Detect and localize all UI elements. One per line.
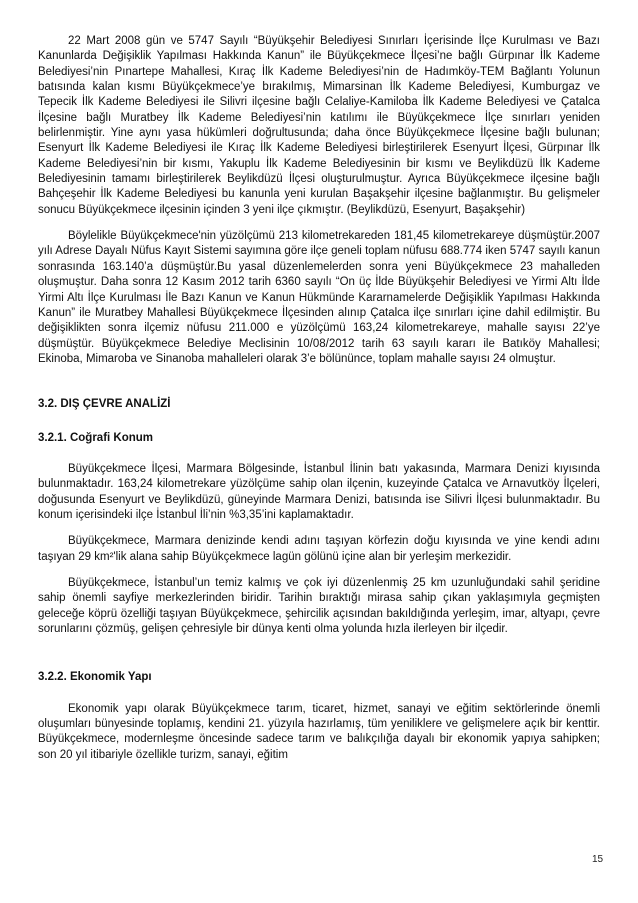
paragraph-lagoon: Büyükçekmece, Marmara denizinde kendi adını taşıyan körfezin doğu kıyısında ve yine kendi adını taşıyan 29 km²'lik alana sahip Büyükçekmece lagün gölünü içine alan bir yerleşim merkezidir. — [38, 535, 600, 563]
paragraph-law-history: 22 Mart 2008 gün ve 5747 Sayılı “Büyükşehir Belediyesi Sınırları İçerisinde İlçe Kurulması ve Bazı Kanunlarda Değişiklik Yapılması Hakkında Kanun” ile Büyükçekmece İlçesi’ne bağlı Gürpınar İlk Kademe Belediyesi’nin Pınartepe Mahallesi, Kıraç İlk Kademe Belediyesi’nin de Hadımköy-TEM Bağlantı Yolunun batısında kalan kısmı Büyükçekmece’ye bırakılmış, Mimarsinan İlk Kademe Belediyesi, Kumburgaz ve Tepecik İlk Kademe Belediyesi ile Silivri ilçesine bağlı Celaliye-Kamiloba İlk Kademe Belediyesi ve Çatalca İlçesine bağlı Muratbey İlk Kademe Belediyesi’nin katılımı ile Büyükçekmece İlçe sınırları yeniden belirlenmiştir. Yine aynı yasa hükümleri doğrultusunda; daha önce Büyükçekmece İlçesine bağlı bulunan; Esenyurt İlk Kademe Belediyesi ile Kıraç İlk Kademe Belediyesi birleştirilerek Esenyurt İlçesi, Gürpınar İlk Kademe Belediyesi’nin bir kısmı, Yakuplu İlk Kademe Belediyesinin bir kısmı ve Beylikdüzü İlk Kademe Belediyesinin tamamı birleştirilerek Beylikdüzü İlçesi oluşturulmuştur. Ayrıca Büyükçekmece ilçesine bağlı Bahçeşehir İlk Kademe Belediyesi bu kanunla yeni kurulan Başakşehir ilçesine bağlanmıştır. Bu gelişmeler sonucu Büyükçekmece ilçesinin içinden 3 yeni ilçe çıkmıştır. (Beylikdüzü, Esenyurt, Başakşehir) — [38, 35, 600, 216]
paragraph-location: Büyükçekmece İlçesi, Marmara Bölgesinde, İstanbul İlinin batı yakasında, Marmara Denizi kıyısında bulunmaktadır. 163,24 kilometrekare yüzölçüme sahip olan ilçenin, kuzeyinde Çatalca ve Arnavutköy İlçeleri, doğusunda Esenyurt ve Beylikdüzü, güneyinde Marmara Denizi, batısında ise Silivri İlçesi bulunmaktadır. Bu konum içerisindeki ilçe İstanbul İli’nin %3,35’ini kaplamaktadır. — [38, 462, 600, 521]
paragraph-area-population: Böylelikle Büyükçekmece'nin yüzölçümü 213 kilometrekareden 181,45 kilometrekareye düşmüştür.2007 yılı Adrese Dayalı Nüfus Kayıt Sistemi sayımına göre ilçe geneli toplam nüfusu 688.774 iken 5747 sayılı kanun sonrasında 163.140’a düşmüştür.Bu yasal düzenlemelerden sonra yeni Büyükçekmece 23 mahalleden oluşmuştur. Daha sonra 12 Kasım 2012 tarih 6360 sayılı “On üç İlde Büyükşehir Belediyesi ve Yirmi Altı İlde Yirmi Altı İlçe Kurulması İle Bazı Kanun ve Kanun Hükmünde Kararnamelerde Değişiklik Yapılması Hakkında Kanun” ile Muratbey Mahallesi Büyükçekmece İlçesinden alınıp Çatalca ilçe sınırları içine dahil edilmiştir. Bu değişiklikten sonra ilçemiz nüfusu 211.000 e yüzölçümü 163,24 kilometrekareye, mahalle sayısı 22’ye düşmüştür. Büyükçekmece Belediye Meclisinin 10/08/2012 tarih 63 sayılı kararı ile Batıköy Mahallesi; Ekinoba, Mimaroba ve Sinanoba mahalleleri olarak 3’e bölününce, toplam mahalle sayısı 24 olmuştur. — [38, 230, 600, 365]
section-heading-external-analysis: 3.2. DIŞ ÇEVRE ANALİZİ — [38, 398, 171, 411]
page-number: 15 — [592, 854, 604, 865]
subsection-heading-economic-structure: 3.2.2. Ekonomik Yapı — [38, 671, 152, 684]
subsection-heading-geographic-location: 3.2.1. Coğrafi Konum — [38, 431, 154, 444]
paragraph-coastline: Büyükçekmece, İstanbul’un temiz kalmış ve çok iyi düzenlenmiş 25 km uzunluğundaki sahil şeridine sahip önemli sayfiye merkezlerinden biridir. Tarihin bıraktığı mirasa sahip çıkan yaklaşımıyla geçmişten geleceğe köprü özelliği taşıyan Büyükçekmece, şehircilik açısından bakıldığında yerleşim, imar, altyapı, çevre sorunlarını çözmüş, gelişen çehresiyle bir dünya kenti olma yolunda hızla ilerleyen bir ilçedir. — [38, 576, 600, 635]
document-page — [38, 34, 600, 763]
paragraph-economy: Ekonomik yapı olarak Büyükçekmece tarım, ticaret, hizmet, sanayi ve eğitim sektörlerinde önemli oluşumları bünyesinde toplamış, kendini 21. yüzyıla hazırlamış, tüm yeniliklere ve gelişmelere açık bir kenttir. Büyükçekmece, modernleşme öncesinde sadece tarım ve balıkçılığa dayalı bir ekonomik yapıya sahipken; son 20 yıl itibariyle özellikle turizm, sanayi, eğitim — [38, 702, 600, 761]
